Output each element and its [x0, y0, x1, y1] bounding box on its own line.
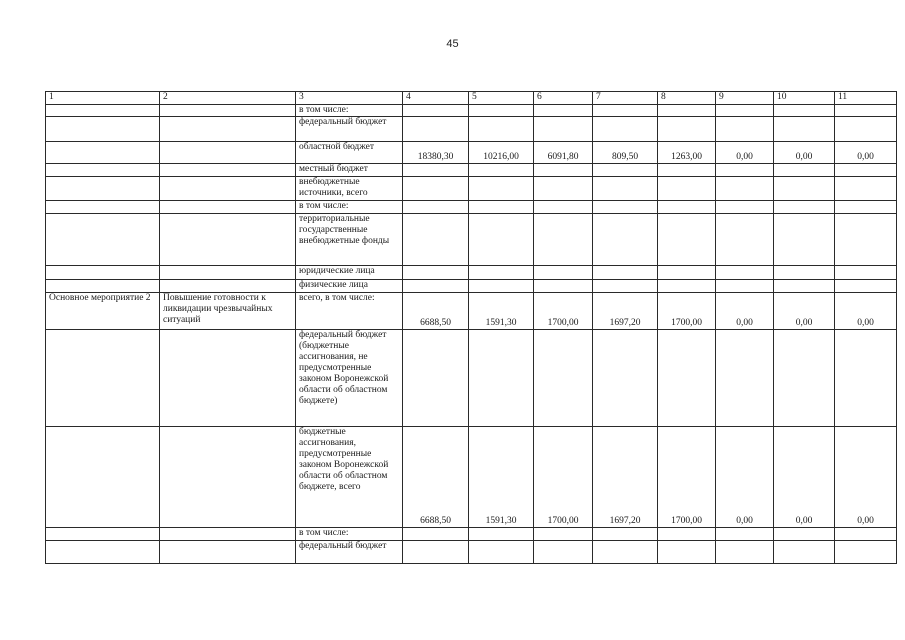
value-cell	[835, 164, 897, 177]
table-row	[46, 214, 897, 266]
funding-source-cell: федеральный бюджет (бюджетные ассигнования, не предусмотренные законом Воронежской области об областном бюджете)	[296, 330, 403, 427]
value-cell	[593, 117, 658, 142]
value-cell: 0,00	[835, 293, 897, 330]
value-cell	[774, 541, 835, 564]
value-cell	[593, 177, 658, 201]
value-cell: 1700,00	[534, 293, 593, 330]
value-cell	[534, 105, 593, 117]
value-cell	[403, 201, 469, 214]
value-cell	[403, 214, 469, 266]
value-cell	[469, 528, 534, 541]
funding-source-cell: юридические лица	[296, 266, 403, 280]
table-row	[46, 201, 897, 214]
value-cell	[534, 201, 593, 214]
value-cell: 0,00	[774, 142, 835, 164]
funding-source-cell: федеральный бюджет	[296, 117, 403, 142]
value-cell	[716, 214, 774, 266]
event-name-cell	[46, 214, 160, 266]
event-name-cell	[46, 164, 160, 177]
event-description-cell	[160, 177, 296, 201]
value-cell	[658, 177, 716, 201]
table-row	[46, 427, 897, 528]
value-cell	[774, 164, 835, 177]
value-cell	[469, 117, 534, 142]
event-description-cell	[160, 117, 296, 142]
value-cell: 1700,00	[658, 427, 716, 528]
header-cell: 1	[46, 92, 160, 105]
value-cell: 809,50	[593, 142, 658, 164]
funding-source-cell: федеральный бюджет	[296, 541, 403, 564]
value-cell: 1697,20	[593, 427, 658, 528]
value-cell: 1700,00	[534, 427, 593, 528]
event-description-cell	[160, 528, 296, 541]
event-description-cell	[160, 427, 296, 528]
event-description-cell	[160, 280, 296, 293]
value-cell: 1263,00	[658, 142, 716, 164]
value-cell: 0,00	[774, 427, 835, 528]
value-cell	[774, 280, 835, 293]
table-row	[46, 142, 897, 164]
value-cell	[403, 541, 469, 564]
value-cell	[534, 541, 593, 564]
table-row	[46, 266, 897, 280]
header-cell: 5	[469, 92, 534, 105]
header-cell: 6	[534, 92, 593, 105]
value-cell	[835, 201, 897, 214]
value-cell	[716, 164, 774, 177]
value-cell	[835, 105, 897, 117]
event-description-cell	[160, 164, 296, 177]
funding-source-cell: внебюджетные источники, всего	[296, 177, 403, 201]
value-cell	[774, 177, 835, 201]
value-cell	[593, 266, 658, 280]
value-cell	[835, 330, 897, 427]
value-cell	[658, 117, 716, 142]
event-description-cell	[160, 105, 296, 117]
value-cell	[774, 214, 835, 266]
value-cell	[403, 177, 469, 201]
value-cell	[774, 117, 835, 142]
value-cell	[716, 105, 774, 117]
value-cell	[469, 266, 534, 280]
header-cell: 7	[593, 92, 658, 105]
value-cell	[716, 177, 774, 201]
event-name-cell	[46, 330, 160, 427]
value-cell	[716, 330, 774, 427]
value-cell	[658, 330, 716, 427]
table-row	[46, 177, 897, 201]
header-row	[46, 92, 897, 105]
header-cell: 4	[403, 92, 469, 105]
value-cell	[593, 528, 658, 541]
value-cell: 0,00	[716, 293, 774, 330]
value-cell	[593, 214, 658, 266]
budget-table	[45, 91, 897, 564]
value-cell	[658, 201, 716, 214]
value-cell	[534, 330, 593, 427]
value-cell	[835, 528, 897, 541]
event-description-cell	[160, 142, 296, 164]
value-cell: 1591,30	[469, 427, 534, 528]
value-cell	[403, 105, 469, 117]
value-cell	[658, 105, 716, 117]
funding-source-cell: в том числе:	[296, 105, 403, 117]
value-cell	[658, 266, 716, 280]
value-cell: 6688,50	[403, 427, 469, 528]
value-cell: 1591,30	[469, 293, 534, 330]
table-row	[46, 541, 897, 564]
funding-source-cell: всего, в том числе:	[296, 293, 403, 330]
value-cell	[403, 280, 469, 293]
value-cell	[658, 541, 716, 564]
value-cell: 18380,30	[403, 142, 469, 164]
value-cell: 0,00	[716, 142, 774, 164]
event-name-cell	[46, 541, 160, 564]
value-cell	[716, 280, 774, 293]
value-cell	[835, 280, 897, 293]
event-description-cell	[160, 541, 296, 564]
event-name-cell	[46, 427, 160, 528]
value-cell: 1697,20	[593, 293, 658, 330]
value-cell	[658, 214, 716, 266]
funding-source-cell: местный бюджет	[296, 164, 403, 177]
value-cell	[593, 541, 658, 564]
value-cell	[593, 280, 658, 293]
value-cell	[774, 266, 835, 280]
table-row	[46, 280, 897, 293]
value-cell	[835, 214, 897, 266]
event-name-cell	[46, 105, 160, 117]
event-name-cell	[46, 280, 160, 293]
value-cell	[469, 177, 534, 201]
header-cell: 10	[774, 92, 835, 105]
value-cell	[835, 541, 897, 564]
value-cell: 0,00	[716, 427, 774, 528]
event-description-cell	[160, 266, 296, 280]
value-cell	[403, 528, 469, 541]
value-cell	[534, 177, 593, 201]
value-cell	[835, 177, 897, 201]
value-cell: 0,00	[774, 293, 835, 330]
value-cell	[774, 105, 835, 117]
value-cell: 0,00	[835, 142, 897, 164]
funding-source-cell: областной бюджет	[296, 142, 403, 164]
value-cell	[469, 541, 534, 564]
header-cell: 8	[658, 92, 716, 105]
value-cell	[534, 214, 593, 266]
value-cell	[469, 105, 534, 117]
value-cell	[716, 266, 774, 280]
value-cell	[593, 164, 658, 177]
value-cell	[774, 330, 835, 427]
value-cell	[534, 528, 593, 541]
funding-source-cell: территориальные государственные внебюджетные фонды	[296, 214, 403, 266]
value-cell	[403, 266, 469, 280]
value-cell	[835, 117, 897, 142]
funding-source-cell: бюджетные ассигнования, предусмотренные законом Воронежской области об областном бюджете, всего	[296, 427, 403, 528]
value-cell	[774, 201, 835, 214]
table-row	[46, 528, 897, 541]
value-cell	[403, 330, 469, 427]
event-name-cell	[46, 528, 160, 541]
header-cell: 11	[835, 92, 897, 105]
value-cell	[658, 280, 716, 293]
table-row	[46, 105, 897, 117]
value-cell	[593, 105, 658, 117]
value-cell	[835, 266, 897, 280]
value-cell: 1700,00	[658, 293, 716, 330]
value-cell	[716, 201, 774, 214]
value-cell	[469, 330, 534, 427]
value-cell	[658, 164, 716, 177]
value-cell	[469, 280, 534, 293]
value-cell	[469, 164, 534, 177]
value-cell: 10216,00	[469, 142, 534, 164]
page-number: 45	[446, 38, 459, 50]
event-name-cell	[46, 201, 160, 214]
value-cell	[534, 266, 593, 280]
event-name-cell: Основное мероприятие 2	[46, 293, 160, 330]
value-cell: 6688,50	[403, 293, 469, 330]
event-name-cell	[46, 266, 160, 280]
value-cell	[403, 164, 469, 177]
value-cell	[593, 201, 658, 214]
value-cell	[403, 117, 469, 142]
funding-source-cell: физические лица	[296, 280, 403, 293]
table-row	[46, 164, 897, 177]
event-description-cell: Повышение готовности к ликвидации чрезвычайных ситуаций	[160, 293, 296, 330]
value-cell: 0,00	[835, 427, 897, 528]
value-cell	[534, 117, 593, 142]
value-cell	[716, 541, 774, 564]
event-name-cell	[46, 117, 160, 142]
event-description-cell	[160, 201, 296, 214]
header-cell: 9	[716, 92, 774, 105]
header-cell: 3	[296, 92, 403, 105]
event-description-cell	[160, 330, 296, 427]
value-cell	[716, 117, 774, 142]
table-row	[46, 330, 897, 427]
value-cell	[534, 164, 593, 177]
funding-source-cell: в том числе:	[296, 201, 403, 214]
table-row	[46, 293, 897, 330]
value-cell	[534, 280, 593, 293]
value-cell	[658, 528, 716, 541]
value-cell	[469, 201, 534, 214]
funding-source-cell: в том числе:	[296, 528, 403, 541]
value-cell	[774, 528, 835, 541]
value-cell	[469, 214, 534, 266]
value-cell	[716, 528, 774, 541]
event-name-cell	[46, 142, 160, 164]
value-cell	[593, 330, 658, 427]
header-cell: 2	[160, 92, 296, 105]
table-row	[46, 117, 897, 142]
event-description-cell	[160, 214, 296, 266]
value-cell: 6091,80	[534, 142, 593, 164]
event-name-cell	[46, 177, 160, 201]
